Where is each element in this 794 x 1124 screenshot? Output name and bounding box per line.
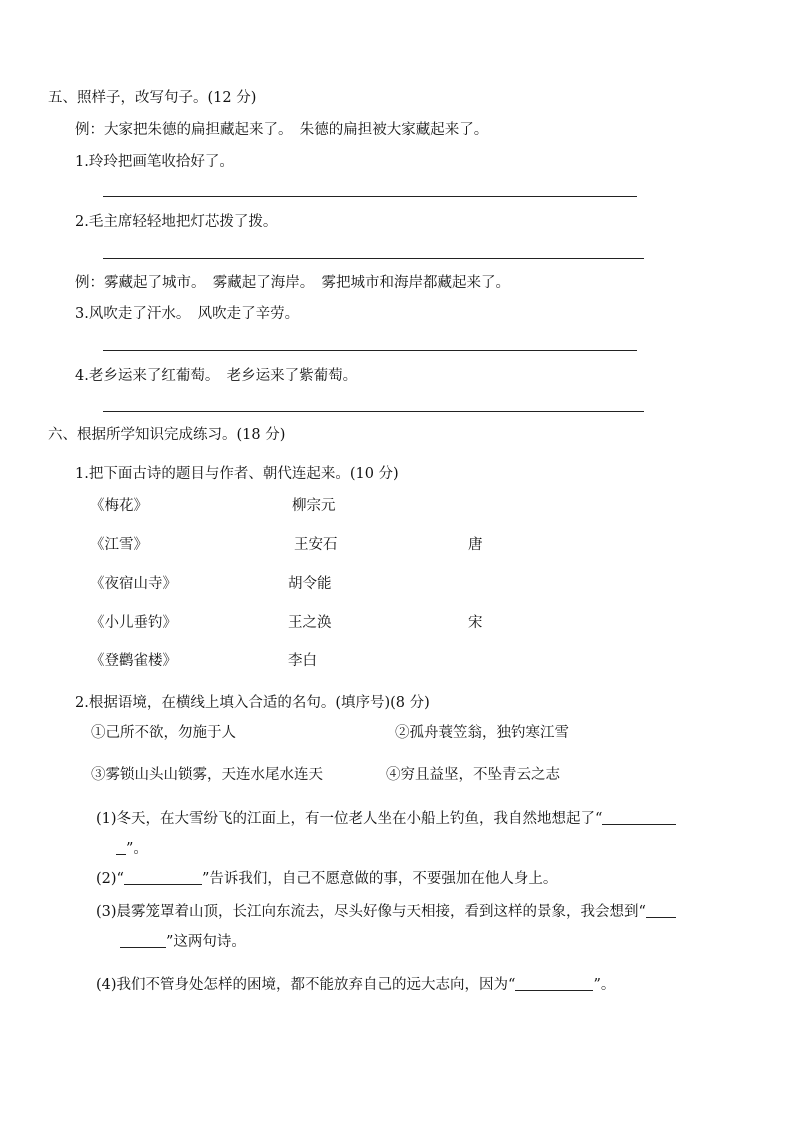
author-name[interactable]: 王之涣: [288, 615, 332, 631]
fill-question-1-text: (1)冬天，在大雪纷飞的江面上，有一位老人坐在小船上钓鱼，我自然地想起了“: [96, 811, 603, 827]
section5-question2: 2.毛主席轻轻地把灯芯拨了拨。: [75, 214, 278, 230]
part1-title: 1.把下面古诗的题目与作者、朝代连起来。(10 分): [75, 466, 399, 482]
author-name[interactable]: 王安石: [294, 537, 338, 553]
fill-question-1-end: ”。: [126, 841, 148, 857]
option-item: ②孤舟蓑笠翁，独钓寒江雪: [395, 725, 569, 741]
fill-blank-1b[interactable]: [116, 840, 126, 855]
dynasty-name[interactable]: 宋: [468, 615, 483, 631]
fill-blank-3b[interactable]: [120, 933, 166, 948]
author-name[interactable]: 柳宗元: [292, 498, 336, 514]
fill-question-2: [96, 870, 557, 888]
poem-title[interactable]: 《梅花》: [90, 498, 148, 514]
fill-question-3-cont: [120, 933, 246, 951]
fill-question-1: [96, 810, 676, 828]
option-item: ④穷且益坚，不坠青云之志: [386, 767, 560, 783]
fill-question-3-end: ”这两句诗。: [166, 934, 246, 950]
option-item: ①己所不欲，勿施于人: [91, 725, 236, 741]
answer-line-2[interactable]: [103, 258, 644, 259]
section5-example1: 例：大家把朱德的扁担藏起来了。 朱德的扁担被大家藏起来了。: [75, 122, 489, 138]
fill-blank-1a[interactable]: [602, 810, 676, 825]
fill-question-3-text: (3)晨雾笼罩着山顶，长江向东流去，尽头好像与天相接，看到这样的景象，我会想到“: [96, 904, 646, 920]
section6-heading: 六、根据所学知识完成练习。(18 分): [48, 427, 286, 443]
section5-question3: 3.风吹走了汗水。 风吹走了辛劳。: [75, 306, 300, 322]
poem-title[interactable]: 《小儿垂钓》: [90, 615, 177, 631]
section5-example2: 例：雾藏起了城市。 雾藏起了海岸。 雾把城市和海岸都藏起来了。: [75, 275, 510, 291]
fill-question-2-start: (2)“: [96, 871, 124, 887]
answer-line-3[interactable]: [103, 350, 637, 351]
author-name[interactable]: 李白: [288, 653, 317, 669]
fill-question-1-cont: [116, 840, 148, 858]
fill-question-3: [96, 903, 676, 921]
option-item: ③雾锁山头山锁雾，天连水尾水连天: [91, 767, 323, 783]
section5-question1: 1.玲玲把画笔收拾好了。: [75, 154, 234, 170]
fill-blank-4[interactable]: [515, 976, 593, 991]
part2-title: 2.根据语境，在横线上填入合适的名句。(填序号)(8 分): [75, 695, 430, 711]
fill-question-4-start: (4)我们不管身处怎样的困境，都不能放弃自己的远大志向，因为“: [96, 977, 516, 993]
poem-title[interactable]: 《江雪》: [90, 537, 148, 553]
fill-question-2-end: ”告诉我们，自己不愿意做的事，不要强加在他人身上。: [201, 871, 558, 887]
author-name[interactable]: 胡令能: [288, 576, 332, 592]
poem-title[interactable]: 《登鹳雀楼》: [90, 653, 177, 669]
fill-question-4: [96, 976, 615, 994]
section5-heading: 五、照样子，改写句子。(12 分): [48, 90, 257, 106]
answer-line-1[interactable]: [103, 196, 637, 197]
answer-line-4[interactable]: [103, 411, 644, 412]
fill-blank-2[interactable]: [124, 870, 202, 885]
fill-question-4-end: ”。: [593, 977, 616, 993]
fill-blank-3a[interactable]: [646, 903, 676, 918]
poem-title[interactable]: 《夜宿山寺》: [90, 576, 177, 592]
section5-question4: 4.老乡运来了红葡萄。 老乡运来了紫葡萄。: [75, 368, 358, 384]
dynasty-name[interactable]: 唐: [468, 537, 483, 553]
